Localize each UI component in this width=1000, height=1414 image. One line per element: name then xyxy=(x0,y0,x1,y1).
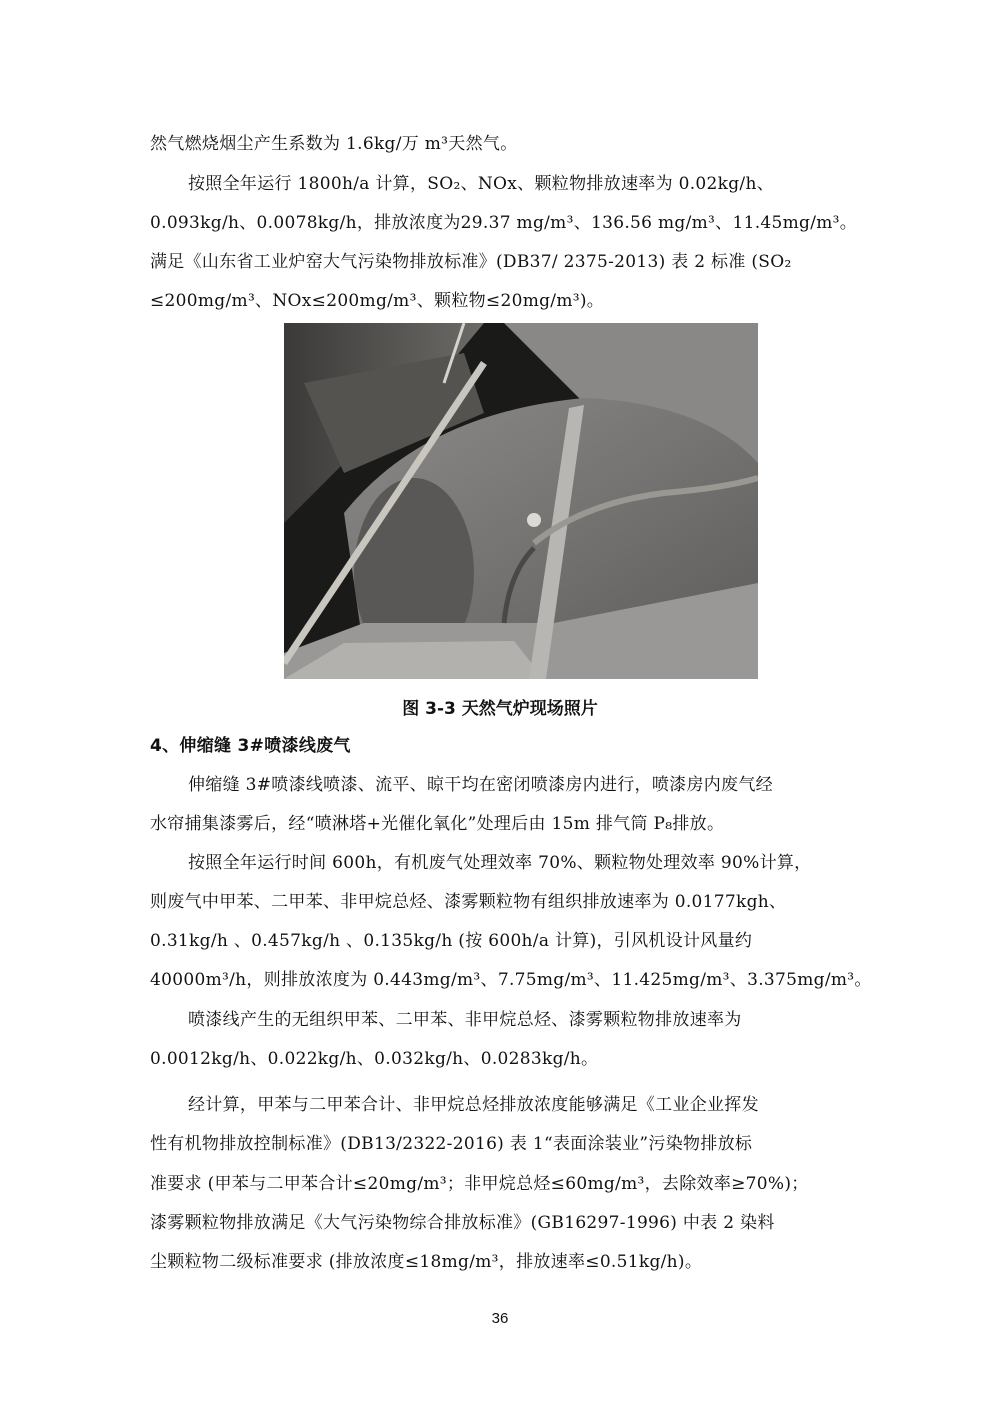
para3-line3: 0.31kg/h 、0.457kg/h 、0.135kg/h (按 600h/a 计算)，引风机设计风量约 xyxy=(150,931,753,951)
furnace-photo xyxy=(284,323,758,679)
para1-line4: 满足《山东省工业炉窑大气污染物排放标准》(DB37/ 2375-2013) 表 2 标准 (SO₂ xyxy=(150,252,792,272)
para4-line2: 0.0012kg/h、0.022kg/h、0.032kg/h、0.0283kg/h。 xyxy=(150,1049,599,1069)
para1-line2: 按照全年运行 1800h/a 计算，SO₂、NOx、颗粒物排放速率为 0.02kg/h、 xyxy=(188,174,774,194)
page-number: 36 xyxy=(491,1310,509,1327)
para2-line1: 伸缩缝 3#喷漆线喷漆、流平、晾干均在密闭喷漆房内进行，喷漆房内废气经 xyxy=(188,775,773,795)
figure-caption: 图 3-3 天然气炉现场照片 xyxy=(402,699,598,719)
para5-line3: 准要求 (甲苯与二甲苯合计≤20mg/m³；非甲烷总烃≤60mg/m³，去除效率≥70%)； xyxy=(150,1174,809,1194)
para1-line5: ≤200mg/m³、NOx≤200mg/m³、颗粒物≤20mg/m³)。 xyxy=(150,291,605,311)
para1-line1: 然气燃烧烟尘产生系数为 1.6kg/万 m³天然气。 xyxy=(150,134,518,154)
para4-line1: 喷漆线产生的无组织甲苯、二甲苯、非甲烷总烃、漆雾颗粒物排放速率为 xyxy=(188,1010,742,1030)
para5-line4: 漆雾颗粒物排放满足《大气污染物综合排放标准》(GB16297-1996) 中表 2 染料 xyxy=(150,1213,775,1233)
para1-line3: 0.093kg/h、0.0078kg/h，排放浓度为29.37 mg/m³、136.56 mg/m³、11.45mg/m³。 xyxy=(150,213,858,233)
para5-line1: 经计算，甲苯与二甲苯合计、非甲烷总烃排放浓度能够满足《工业企业挥发 xyxy=(188,1095,759,1115)
para5-line2: 性有机物排放控制标准》(DB13/2322-2016) 表 1“表面涂装业”污染物排放标 xyxy=(150,1134,753,1154)
para3-line2: 则废气中甲苯、二甲苯、非甲烷总烃、漆雾颗粒物有组织排放速率为 0.0177kgh、 xyxy=(150,892,787,912)
section-heading: 4、伸缩缝 3#喷漆线废气 xyxy=(150,736,351,756)
para3-line4: 40000m³/h，则排放浓度为 0.443mg/m³、7.75mg/m³、11.425mg/m³、3.375mg/m³。 xyxy=(150,970,872,990)
para2-line2: 水帘捕集漆雾后，经“喷淋塔+光催化氧化”处理后由 15m 排气筒 P₈排放。 xyxy=(150,814,725,834)
para3-line1: 按照全年运行时间 600h，有机废气处理效率 70%、颗粒物处理效率 90%计算， xyxy=(188,853,812,873)
para5-line5: 尘颗粒物二级标准要求 (排放浓度≤18mg/m³，排放速率≤0.51kg/h)。 xyxy=(150,1252,703,1272)
